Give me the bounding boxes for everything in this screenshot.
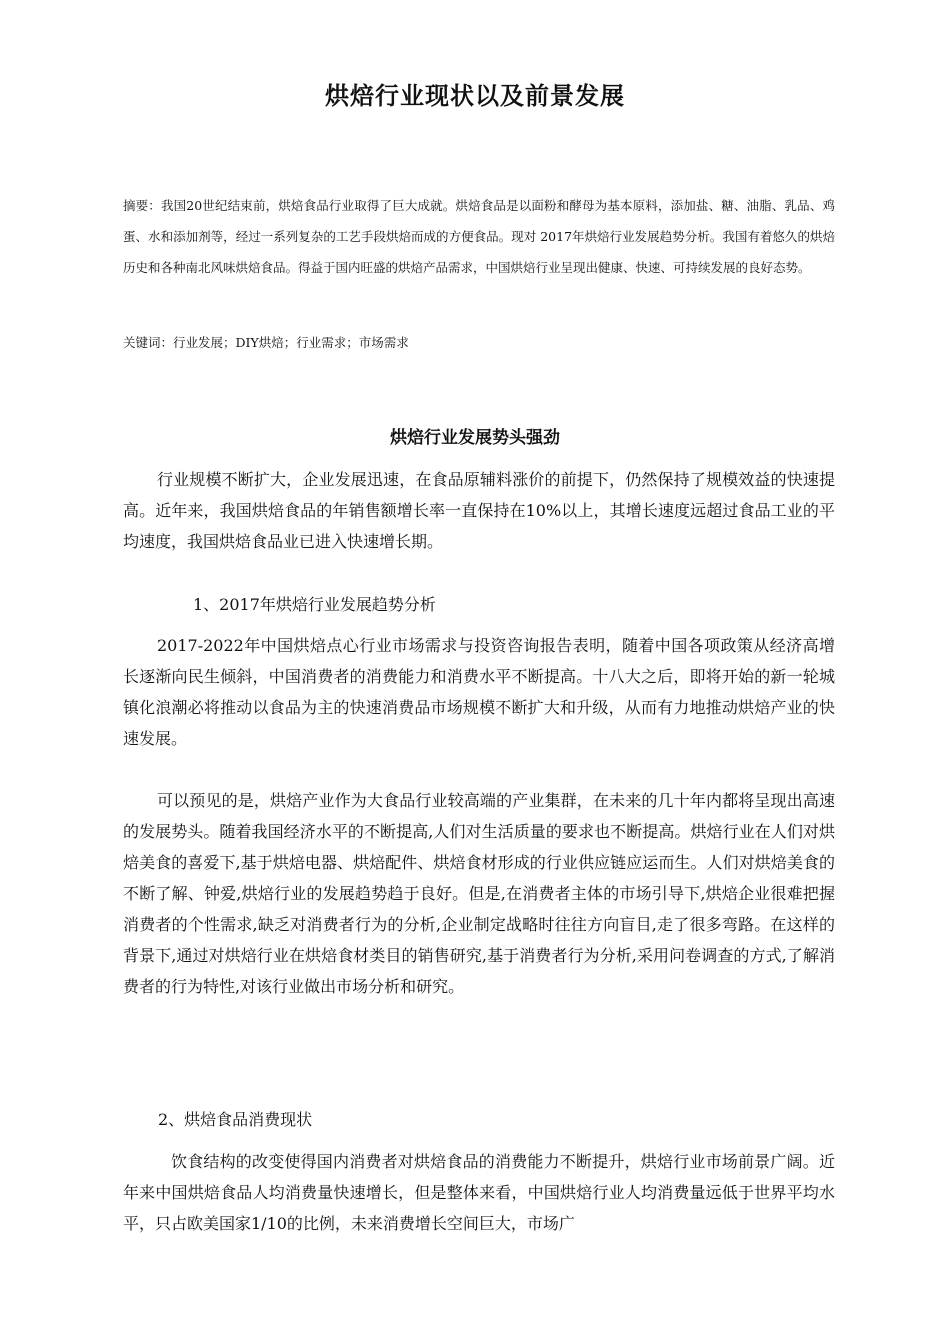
abstract-paragraph: 摘要：我国20世纪结束前，烘焙食品行业取得了巨大成就。烘焙食品是以面粉和酵母为基本原料，添加盐、糖、油脂、乳品、鸡蛋、水和添加剂等，经过一系列复杂的工艺手段烘焙而成的方便食品。现对 2017年烘焙行业发展趋势分析。我国有着悠久的烘焙历史和各种南北风味烘焙食品。得益于国内旺盛的烘焙产品需求，中国烘焙行业呈现出健康、快速、可持续发展的良好态势。 — [123, 198, 835, 275]
body-paragraph-consumption: 饮食结构的改变使得国内消费者对烘焙食品的消费能力不断提升，烘焙行业市场前景广阔。近年来中国烘焙食品人均消费量快速增长，但是整体来看，中国烘焙行业人均消费量远低于世界平均水平，只占欧美国家1/10的比例，未来消费增长空间巨大，市场广 — [123, 1152, 835, 1233]
body-paragraph-market-report: 2017-2022年中国烘焙点心行业市场需求与投资咨询报告表明，随着中国各项政策从经济高增长逐渐向民生倾斜，中国消费者的消费能力和消费水平不断提高。十八大之后，即将开始的新一轮城镇化浪潮必将推动以食品为主的快速消费品市场规模不断扩大和升级，从而有力地推动烘焙产业的快速发展。 — [123, 636, 835, 748]
body-paragraph-industry-scale: 行业规模不断扩大，企业发展迅速，在食品原辅料涨价的前提下，仍然保持了规模效益的快速提高。近年来，我国烘焙食品的年销售额增长率一直保持在10%以上，其增长速度远超过食品工业的平均速度，我国烘焙食品业已进入快速增长期。 — [123, 470, 835, 551]
document-title: 烘焙行业现状以及前景发展 — [325, 81, 625, 110]
section-heading: 烘焙行业发展势头强劲 — [390, 428, 560, 448]
subheading-consumption-status: 2、烘焙食品消费现状 — [158, 1110, 313, 1129]
body-paragraph-industry-outlook: 可以预见的是，烘焙产业作为大食品行业较高端的产业集群，在未来的几十年内都将呈现出高速的发展势头。随着我国经济水平的不断提高,人们对生活质量的要求也不断提高。烘焙行业在人们对烘焙美食的喜爱下,基于烘焙电器、烘焙配件、烘焙食材形成的行业供应链应运而生。人们对烘焙美食的不断了解、钟爱,烘焙行业的发展趋势趋于良好。但是,在消费者主体的市场引导下,烘焙企业很难把握消费者的个性需求,缺乏对消费者行为的分析,企业制定战略时往往方向盲目,走了很多弯路。在这样的背景下,通过对烘焙行业在烘焙食材类目的销售研究,基于消费者行为分析,采用问卷调查的方式,了解消费者的行为特性,对该行业做出市场分析和研究。 — [123, 791, 835, 996]
keywords-line: 关键词：行业发展；DIY烘焙；行业需求；市场需求 — [123, 335, 409, 350]
subheading-trend-analysis: 1、2017年烘焙行业发展趋势分析 — [193, 595, 436, 614]
